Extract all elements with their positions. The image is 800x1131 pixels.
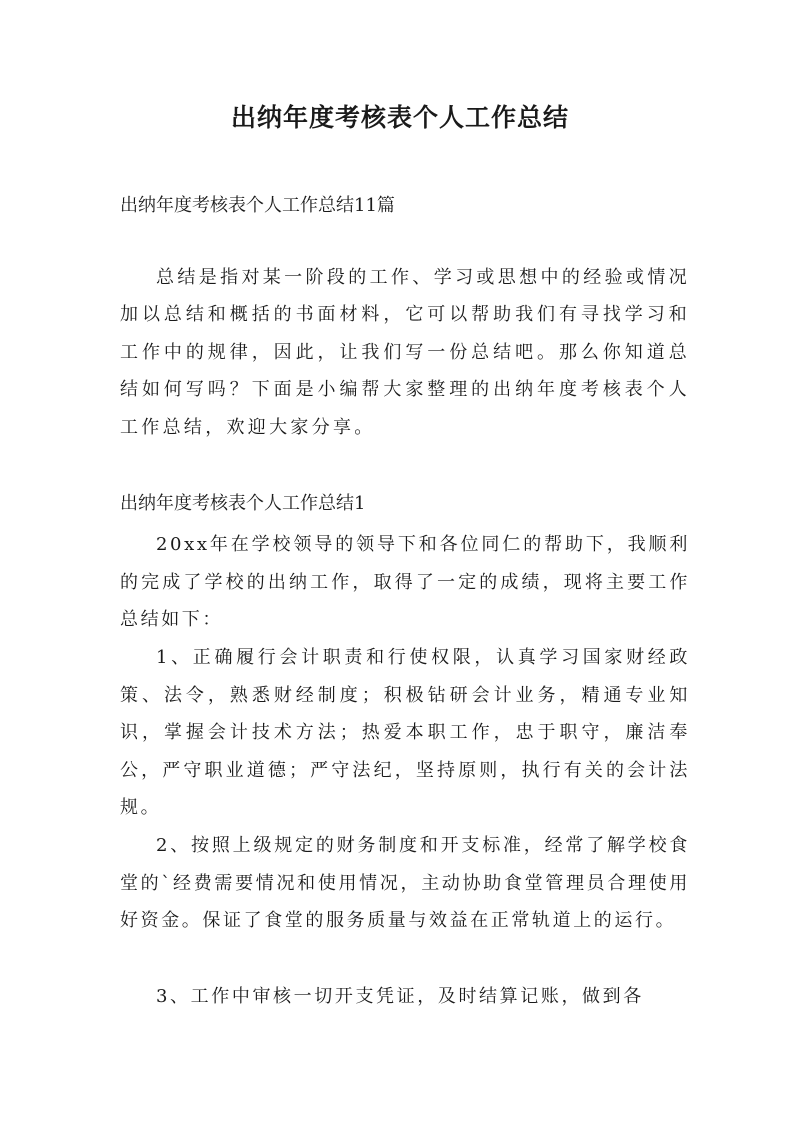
document-title: 出纳年度考核表个人工作总结: [230, 103, 569, 132]
body-paragraph: 3、工作中审核一切开支凭证，及时结算记账，做到各: [156, 986, 644, 1007]
body-paragraph: 20xx年在学校领导的领导下和各位同仁的帮助下，我顺利的完成了学校的出纳工作，取得了一定的成绩，现将主要工作总结如下：: [120, 534, 690, 631]
intro-paragraph: 总结是指对某一阶段的工作、学习或思想中的经验或情况加以总结和概括的书面材料，它可以帮助我们有寻找学习和工作中的规律，因此，让我们写一份总结吧。那么你知道总结如何写吗？下面是小编帮大家整理的出纳年度考核表个人工作总结，欢迎大家分享。: [120, 267, 690, 438]
body-paragraph: 1、正确履行会计职责和行使权限，认真学习国家财经政策、法令，熟悉财经制度；积极钻研会计业务，精通专业知识，掌握会计技术方法；热爱本职工作，忠于职守，廉洁奉公，严守职业道德；严守法纪，坚持原则，执行有关的会计法规。: [120, 647, 690, 819]
section-heading: 出纳年度考核表个人工作总结1: [120, 493, 366, 514]
document-subtitle: 出纳年度考核表个人工作总结11篇: [120, 195, 395, 216]
body-paragraph: 2、按照上级规定的财务制度和开支标准，经常了解学校食堂的`经费需要情况和使用情况，主动协助食堂管理员合理使用好资金。保证了食堂的服务质量与效益在正常轨道上的运行。: [120, 835, 690, 932]
